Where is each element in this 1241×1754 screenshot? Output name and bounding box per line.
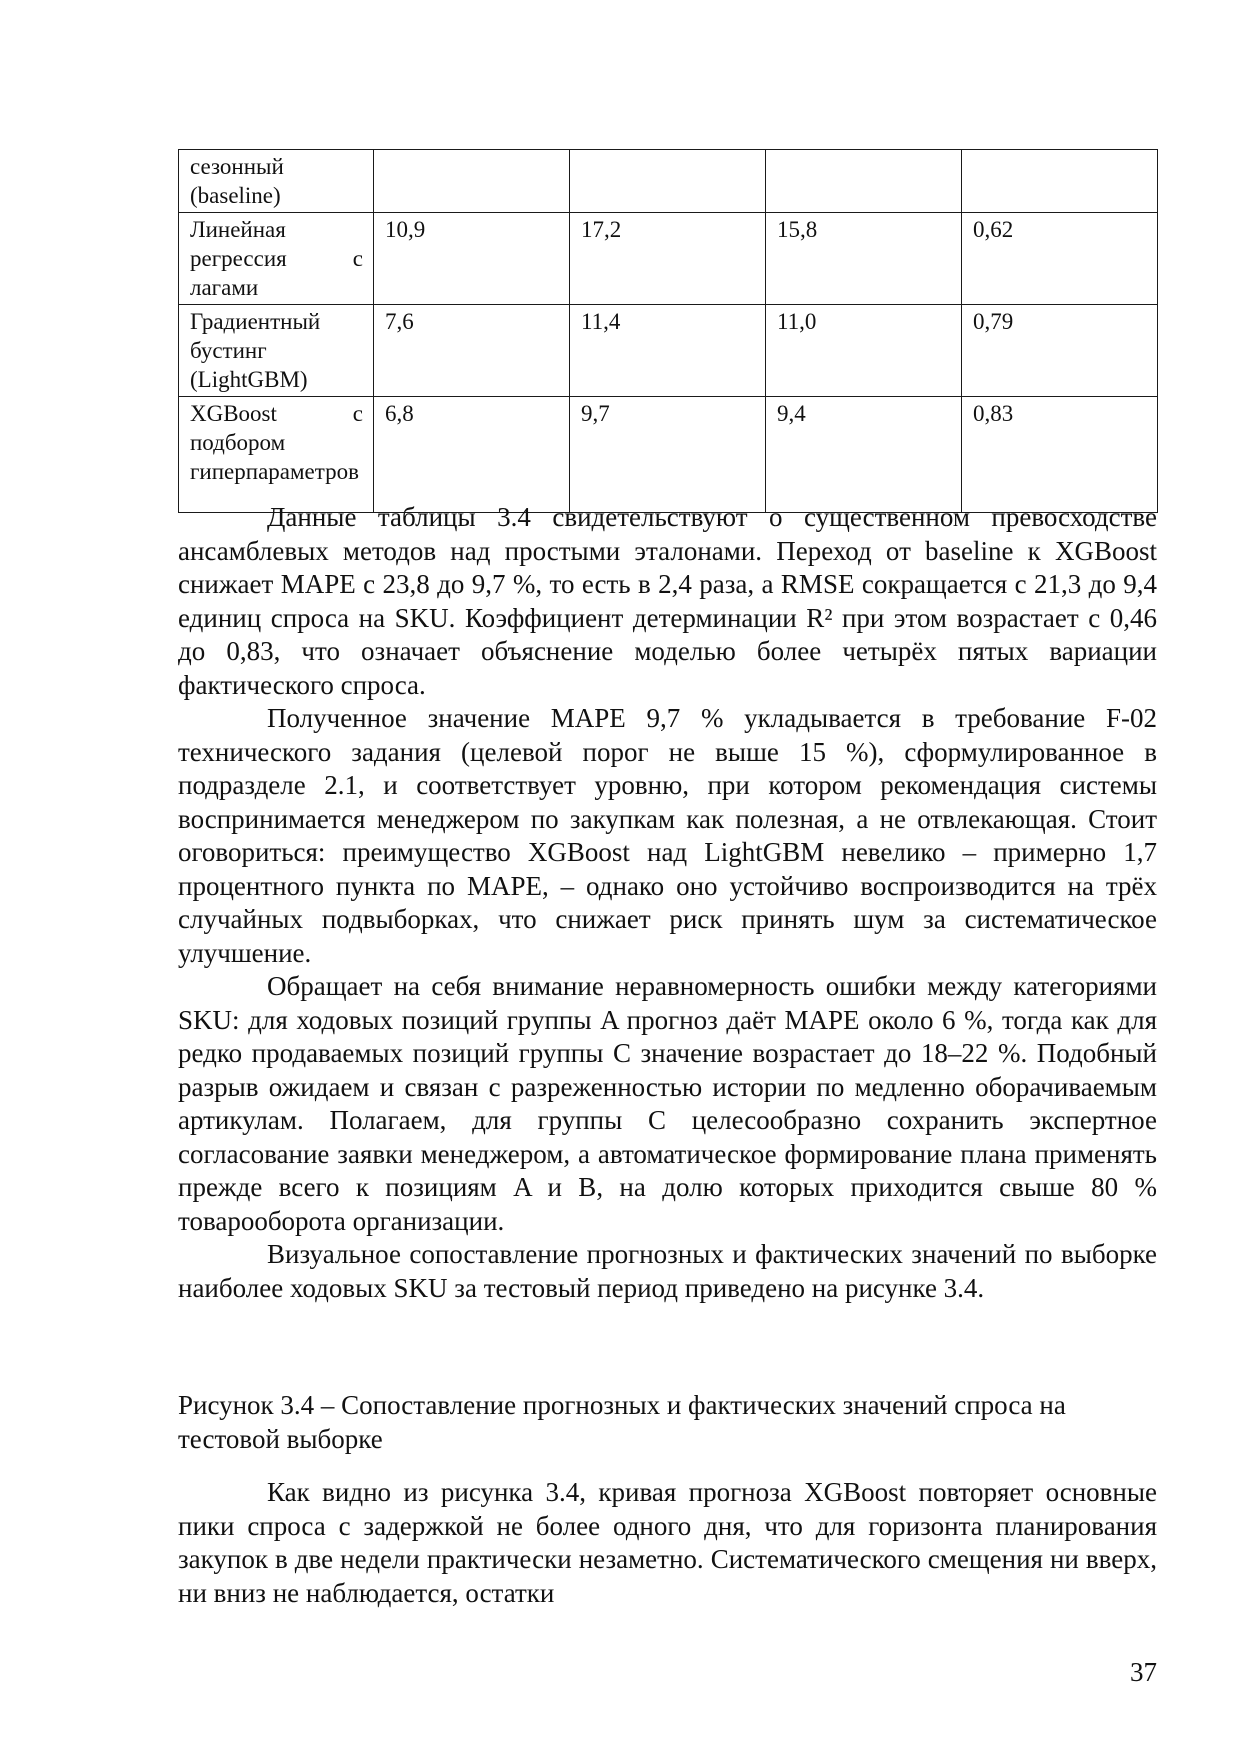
paragraph: Полученное значение MAPE 9,7 % укладывается в требование F-02 технического задания (целевой порог не выше 15 %), сформулированное в подразделе 2.1, и соответствует уровню, при котором рекомендация системы воспринимается менеджером по закупкам как полезная, а не отвлекающая. Стоит оговориться: преимущество XGBoost над LightGBM невелико – примерно 1,7 процентного пункта по MAPE, – однако оно устойчиво воспроизводится на трёх случайных подвыборках, что снижает риск принять шум за систематическое улучшение. (178, 703, 1157, 968)
table-row (179, 213, 1158, 305)
paragraph: Обращает на себя внимание неравномерность ошибки между категориями SKU: для ходовых позиций группы A прогноз даёт MAPE около 6 %, тогда как для редко продаваемых позиций группы C значение возрастает до 18–22 %. Подобный разрыв ожидаем и связан с разреженностью истории по медленно оборачиваемым артикулам. Полагаем, для группы C целесообразно сохранить экспертное согласование заявки менеджером, а автоматическое формирование плана применять прежде всего к позициям A и B, на долю которых приходится свыше 80 % товарооборота организации. (178, 971, 1157, 1236)
figure-caption: Рисунок 3.4 – Сопоставление прогнозных и фактических значений спроса на тестовой выборке (178, 1390, 1066, 1454)
table-row (179, 150, 1158, 213)
metric-cell: 11,0 (766, 305, 962, 397)
table-row (179, 397, 1158, 513)
page-number: 37 (1130, 1657, 1157, 1687)
metric-cell (570, 150, 766, 213)
metric-cell: 0,79 (962, 305, 1158, 397)
results-table (178, 149, 1158, 513)
body-text-continued (178, 1476, 1157, 1610)
metric-cell (374, 150, 570, 213)
metric-cell: 6,8 (374, 397, 570, 513)
paragraph: Как видно из рисунка 3.4, кривая прогноза XGBoost повторяет основные пики спроса с задержкой не более одного дня, что для горизонта планирования закупок в две недели практически незаметно. Систематического смещения ни вверх, ни вниз не наблюдается, остатки (178, 1477, 1157, 1608)
metric-cell: 0,62 (962, 213, 1158, 305)
paragraph: Визуальное сопоставление прогнозных и фактических значений по выборке наиболее ходовых SKU за тестовый период приведено на рисунке 3.4. (178, 1239, 1157, 1303)
metric-cell (962, 150, 1158, 213)
model-name-cell: Линейная регрессия с лагами (179, 213, 374, 305)
metric-cell: 11,4 (570, 305, 766, 397)
table-row (179, 305, 1158, 397)
body-text (178, 501, 1157, 1305)
model-name-cell: XGBoost с подбором гиперпараметров (179, 397, 374, 513)
metric-cell: 0,83 (962, 397, 1158, 513)
metric-cell: 10,9 (374, 213, 570, 305)
metric-cell: 9,7 (570, 397, 766, 513)
paragraph: Данные таблицы 3.4 свидетельствуют о существенном превосходстве ансамблевых методов над простыми эталонами. Переход от baseline к XGBoost снижает MAPE с 23,8 до 9,7 %, то есть в 2,4 раза, а RMSE сокращается с 21,3 до 9,4 единиц спроса на SKU. Коэффициент детерминации R² при этом возрастает с 0,46 до 0,83, что означает объяснение моделью более четырёх пятых вариации фактического спроса. (178, 502, 1157, 700)
model-name-cell: Градиентный бустинг (LightGBM) (179, 305, 374, 397)
metric-cell (766, 150, 962, 213)
metric-cell: 7,6 (374, 305, 570, 397)
metric-cell: 17,2 (570, 213, 766, 305)
model-name-cell: сезонный (baseline) (179, 150, 374, 213)
metric-cell: 15,8 (766, 213, 962, 305)
metric-cell: 9,4 (766, 397, 962, 513)
